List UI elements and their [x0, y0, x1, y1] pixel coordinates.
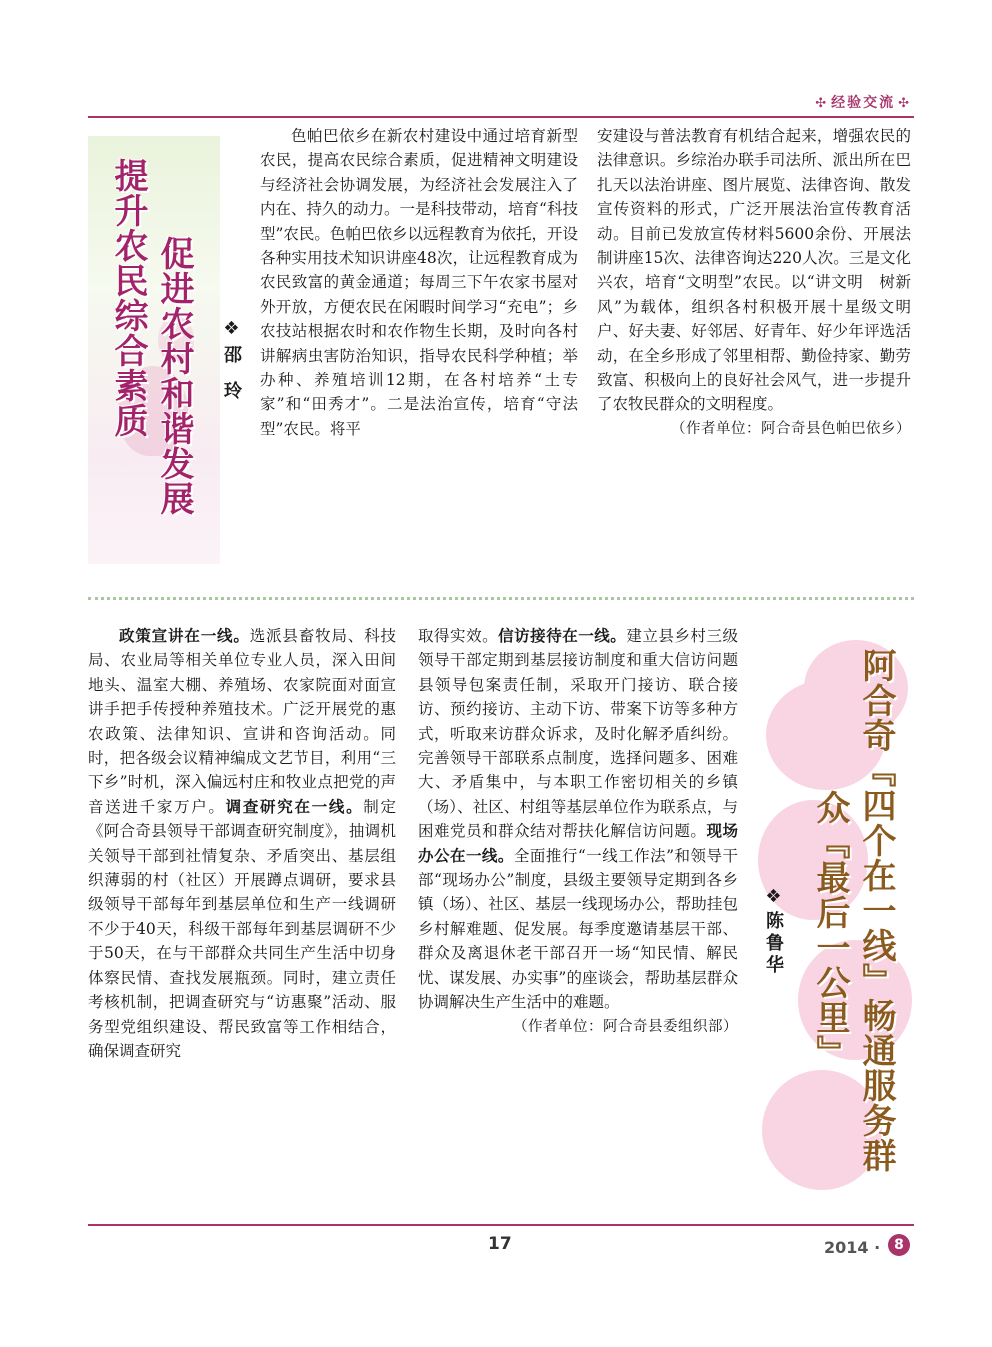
article2-author: ❖陈鲁华	[763, 886, 784, 977]
article2-col1-part1: 选派县畜牧局、科技局、农业局等相关单位专业人员，深入田间地头、温室大棚、养殖场、农家院面对面宣讲手把手传授种养殖技术。广泛开展党的惠农政策、法律知识、宣讲和咨询活动。同时，把各级会议精神编成文艺节目，利用“三下乡”时机，深入偏远村庄和牧业点把党的声音送进千家万户。	[88, 627, 396, 816]
issue-year: 2014 ·	[824, 1238, 881, 1257]
article-divider	[88, 597, 914, 600]
article2-signature: （作者单位：阿合奇县委组织部）	[513, 1018, 738, 1035]
article1-author: ❖邵 玲	[221, 318, 242, 406]
article1-col1-text: 色帕巴依乡在新农村建设中通过培育新型农民，提高农民综合素质，促进精神文明建设与经济社会协调发展，为经济社会发展注入了内在、持久的动力。一是科技带动，培育“科技型”农民。色帕巴依乡以远程教育为依托，开设各种实用技术知识讲座48次，让远程教育成为农民致富的黄金通道；每周三下午农家书屋对外开放，方便农民在闲暇时间学习“充电”；乡农技站根据农时和农作物生长期，及时向各村讲解病虫害防治知识，指导农民科学种植；举办种、养殖培训12期，在各村培养“土专家”和“田秀才”。二是法治宣传，培育“守法型”农民。将平	[260, 127, 578, 438]
article2-col2-text	[418, 624, 738, 1015]
article2-col2-part3: 全面推行“一线工作法”和领导干部“现场办公”制度，县级主要领导定期到各乡镇（场）、社区、基层一线现场办公，帮助挂包乡村解难题、促发展。每季度邀请基层干部、群众及离退休老干部召开一场“知民情、解民忧、谋发展、办实事”的座谈会，帮助基层群众协调解决生产生活中的难题。	[418, 846, 738, 1012]
subhead-petition: 信访接待在一线。	[498, 627, 627, 645]
issue-badge: 8	[888, 1234, 910, 1256]
article1-col2-text: 安建设与普法教育有机结合起来，增强农民的法律意识。乡综治办联手司法所、派出所在巴扎天以法治讲座、图片展览、法律咨询、散发宣传资料的形式，广泛开展法治宣传教育活动。目前已发放宣传材料5600余份、开展法制讲座15次、法律咨询达220人次。三是文化兴农，培育“文明型”农民。以“讲文明 树新风”为载体，组织各村积极开展十星级文明户、好夫妻、好邻居、好青年、好少年评选活动，在全乡形成了邻里相帮、勤俭持家、勤劳致富、积极向上的良好社会风气，进一步提升了农牧民群众的文明程度。	[597, 127, 911, 414]
article2-column2	[418, 624, 738, 1039]
article2-col2-part2: 建立县乡村三级领导干部定期到基层接访制度和重大信访问题县领导包案责任制，采取开门接访、联合接访、预约接访、主动下访、带案下访等多种方式，听取来访群众诉求，及时化解矛盾纠纷。完善领导干部联系点制度，选择问题多、困难大、矛盾集中，与本职工作密切相关的乡镇（场）、社区、村组等基层单位作为联系点，与困难党员和群众结对帮扶化解信访问题。	[418, 627, 738, 841]
header-rule	[88, 116, 914, 118]
article2-col2-part1: 取得实效。	[418, 627, 499, 645]
article2-title-line1: 阿合奇『四个在一线』畅通服务群	[856, 648, 896, 1173]
section-label: 经验交流	[831, 95, 896, 111]
article2-title-line2: 众『最后一公里』	[810, 790, 850, 1070]
article2-col1-text	[88, 624, 396, 1063]
article1-column2	[597, 124, 911, 441]
article2-col1-part2: 制定《阿合奇县领导干部调查研究制度》，抽调机关领导干部到社情复杂、矛盾突出、基层组织薄弱的村（社区）开展蹲点调研，要求县级领导干部每年到基层单位和生产一线调研不少于40天，科级干部每年到基层调研不少于50天，在与干部群众共同生产生活中切身体察民情、查找发展瓶颈。同时，建立责任考核机制，把调查研究与“访惠聚”活动、服务型党组织建设、帮民致富等工作相结合，确保调查研究	[88, 797, 396, 1060]
deco-left-icon: ✣	[815, 96, 829, 111]
section-tag	[812, 92, 914, 112]
article1-signature: （作者单位：阿合奇县色帕巴依乡）	[671, 420, 911, 437]
article2-column1	[88, 624, 396, 1063]
page-number: 17	[488, 1234, 512, 1254]
subhead-research: 调查研究在一线。	[225, 797, 364, 816]
article1-title-line1: 提升农民综合素质	[108, 158, 148, 438]
footer-rule	[88, 1224, 914, 1226]
deco-right-icon: ✣	[898, 96, 911, 111]
subhead-onsite: 现场办公在一线。	[418, 822, 738, 865]
article1-column1	[260, 124, 578, 441]
subhead-policy: 政策宣讲在一线。	[119, 627, 250, 645]
article1-title-line2: 促进农村和谐发展	[154, 236, 194, 516]
